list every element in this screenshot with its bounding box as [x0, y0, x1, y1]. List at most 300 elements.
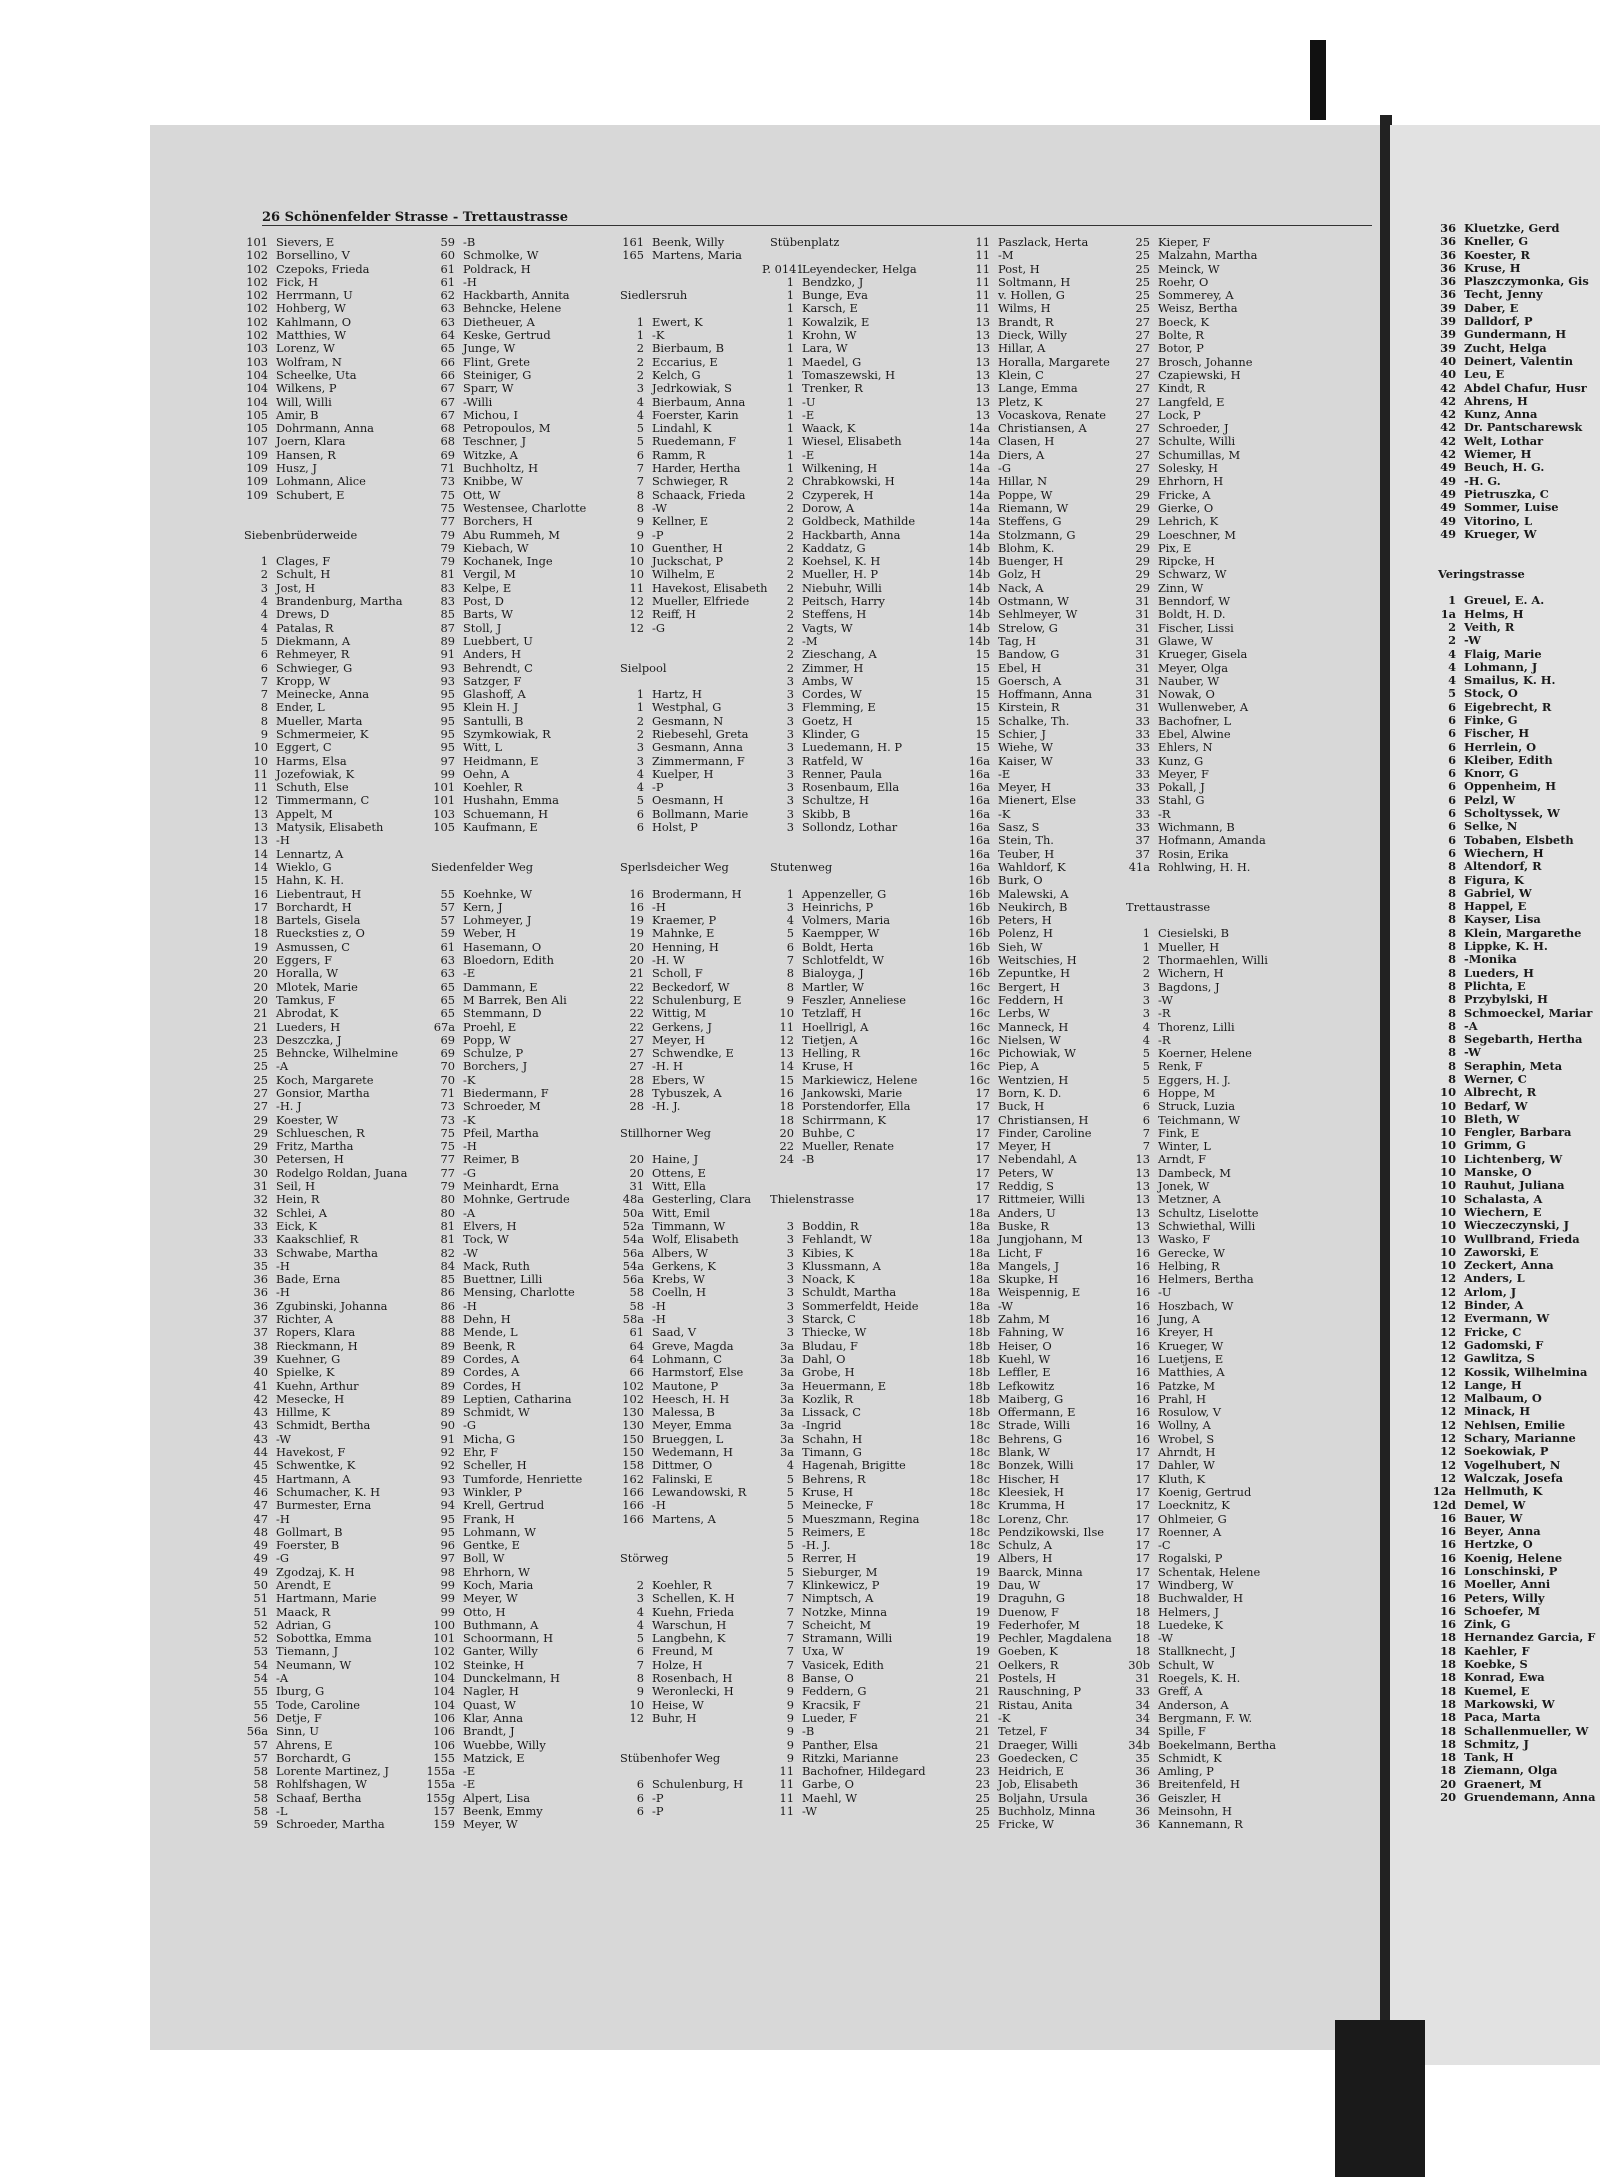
resident-name: Cordes, W	[802, 687, 862, 702]
house-number: 29	[1135, 514, 1150, 529]
resident-name: Ruedemann, F	[652, 434, 737, 449]
house-number: 13	[975, 354, 990, 369]
house-number: 101	[246, 235, 268, 249]
directory-entry	[958, 568, 1112, 581]
directory-entry	[1430, 1379, 1595, 1392]
resident-name: -G	[998, 461, 1011, 476]
resident-name: Lefkowitz	[998, 1378, 1055, 1393]
resident-name: Heidrich, E	[998, 1764, 1064, 1779]
directory-entry	[1118, 1114, 1276, 1127]
directory-entry	[1118, 834, 1276, 847]
directory-entry	[958, 1406, 1112, 1419]
directory-entry	[612, 515, 768, 528]
resident-name: Pelzl, W	[1464, 792, 1516, 807]
house-number: 16c	[969, 992, 990, 1007]
directory-entry	[612, 1459, 768, 1472]
resident-name: Christiansen, H	[998, 1112, 1089, 1127]
directory-entry	[762, 1606, 926, 1619]
directory-entry	[762, 276, 926, 289]
house-number: 3a	[779, 1351, 794, 1366]
resident-name: Welt, Lothar	[1464, 433, 1544, 448]
house-number: 16a	[968, 753, 990, 768]
house-number: 3	[786, 793, 794, 808]
house-number: 34	[1135, 1697, 1150, 1712]
directory-entry	[423, 1167, 586, 1180]
house-number: 1	[786, 301, 794, 316]
resident-name: Lock, P	[1158, 407, 1201, 422]
directory-entry	[423, 967, 586, 980]
resident-name: Czyperek, H	[802, 487, 874, 502]
house-number: 13	[1135, 1232, 1150, 1247]
house-number: 75	[440, 500, 455, 515]
resident-name: Wentzien, H	[998, 1072, 1069, 1087]
directory-entry	[612, 489, 768, 502]
directory-entry	[1430, 1618, 1595, 1631]
directory-entry	[1430, 927, 1595, 940]
house-number: 24	[779, 1152, 794, 1167]
resident-name: Junge, W	[463, 341, 516, 356]
resident-name: Pichowiak, W	[998, 1046, 1076, 1061]
resident-name: Tietjen, A	[802, 1032, 858, 1047]
resident-name: -M	[998, 248, 1014, 263]
house-number: 88	[440, 1325, 455, 1340]
house-number: 25	[1135, 288, 1150, 303]
directory-entry	[612, 1645, 768, 1658]
directory-entry	[958, 1286, 1112, 1299]
directory-entry	[762, 967, 926, 980]
house-number: 85	[440, 607, 455, 622]
directory-entry	[423, 648, 586, 661]
house-number: 27	[253, 1099, 268, 1114]
spacer	[612, 874, 768, 887]
resident-name: Tobaben, Elsbeth	[1464, 832, 1574, 847]
house-number: 49	[1440, 460, 1456, 475]
directory-entry	[1430, 421, 1595, 434]
resident-name: Hackbarth, Annita	[463, 288, 570, 303]
house-number: 21	[975, 1684, 990, 1699]
house-number: 17	[975, 1152, 990, 1167]
resident-name: Schwieger, R	[652, 474, 728, 489]
resident-name: Peitsch, Harry	[802, 594, 885, 609]
directory-entry	[762, 1153, 926, 1166]
resident-name: Westphal, G	[652, 700, 722, 715]
house-number: 18	[1440, 1750, 1456, 1765]
directory-entry	[236, 1792, 407, 1805]
house-number: 9	[636, 527, 644, 542]
resident-name: Kleesiek, H	[998, 1484, 1064, 1499]
directory-entry	[1430, 342, 1595, 355]
resident-name: Detje, F	[276, 1710, 322, 1725]
house-number: 9	[786, 992, 794, 1007]
house-number: 31	[1135, 633, 1150, 648]
resident-name: Kieper, F	[1158, 235, 1211, 249]
resident-name: Krueger, W	[1158, 1338, 1224, 1353]
directory-entry	[423, 1233, 586, 1246]
directory-entry	[762, 582, 926, 595]
house-number: 12	[629, 620, 644, 635]
directory-entry	[958, 1632, 1112, 1645]
house-number: 11	[975, 261, 990, 276]
directory-entry	[762, 701, 926, 714]
directory-entry	[1430, 1060, 1595, 1073]
house-number: 9	[786, 1750, 794, 1765]
directory-entry	[612, 1207, 768, 1220]
resident-name: Zepuntke, H	[998, 966, 1071, 981]
directory-entry	[423, 1486, 586, 1499]
directory-entry	[1118, 1047, 1276, 1060]
resident-name: Schwabe, Martha	[276, 1245, 378, 1260]
directory-entry	[236, 595, 407, 608]
house-number: 105	[433, 820, 455, 835]
house-number: 31	[253, 1179, 268, 1194]
resident-name: -E	[998, 766, 1011, 781]
resident-name: Demel, W	[1464, 1497, 1526, 1512]
resident-name: Lippke, K. H.	[1464, 939, 1548, 954]
resident-name: Buchholz, Minna	[998, 1804, 1096, 1819]
directory-entry	[762, 1685, 926, 1698]
directory-entry	[958, 914, 1112, 927]
house-number: 93	[440, 660, 455, 675]
directory-entry	[1118, 1286, 1276, 1299]
directory-entry	[423, 502, 586, 515]
directory-entry	[423, 289, 586, 302]
house-number: 36	[1440, 247, 1456, 262]
resident-name: Quast, W	[463, 1697, 516, 1712]
resident-name: Zahm, M	[998, 1312, 1050, 1327]
resident-name: Kaddatz, G	[802, 540, 866, 555]
house-number: 13	[975, 367, 990, 382]
directory-entry	[762, 1566, 926, 1579]
directory-entry	[1430, 315, 1595, 328]
resident-name: Garbe, O	[802, 1777, 854, 1792]
resident-name: Schalke, Th.	[998, 713, 1070, 728]
resident-name: Stein, Th.	[998, 833, 1054, 848]
resident-name: Abrodat, K	[276, 1006, 339, 1021]
resident-name: Lohmeyer, J	[463, 913, 532, 928]
directory-entry	[1430, 1525, 1595, 1538]
directory-entry	[762, 1792, 926, 1805]
directory-entry	[612, 914, 768, 927]
resident-name: Meinecke, F	[802, 1498, 874, 1513]
house-number: 7	[786, 1617, 794, 1632]
resident-name: Lara, W	[802, 341, 848, 356]
directory-entry	[762, 1021, 926, 1034]
directory-entry	[423, 1273, 586, 1286]
house-number: 102	[246, 301, 268, 316]
resident-name: Maiberg, G	[998, 1391, 1064, 1406]
resident-name: Maedel, G	[802, 354, 862, 369]
house-number: 57	[253, 1750, 268, 1765]
house-number: 102	[433, 1657, 455, 1672]
house-number: 4	[1142, 1019, 1150, 1034]
directory-entry	[236, 1739, 407, 1752]
house-number: 14	[779, 1059, 794, 1074]
directory-entry	[1118, 1127, 1276, 1140]
spacer	[612, 1725, 768, 1738]
house-number: 13	[1135, 1192, 1150, 1207]
resident-name: Lorenz, Chr.	[998, 1511, 1070, 1526]
spacer	[612, 1140, 768, 1153]
house-number: 5	[786, 1538, 794, 1553]
house-number: 2	[1448, 619, 1456, 634]
directory-entry	[1430, 501, 1595, 514]
directory-entry	[612, 1380, 768, 1393]
spacer	[762, 249, 926, 262]
resident-name: Stallknecht, J	[1158, 1644, 1236, 1659]
resident-name: Riemann, W	[998, 500, 1069, 515]
house-number: 54	[253, 1657, 268, 1672]
house-number: 25	[253, 1046, 268, 1061]
house-number: 109	[246, 447, 268, 462]
directory-entry	[1430, 1126, 1595, 1139]
house-number: 1	[786, 421, 794, 436]
house-number: 7	[786, 1644, 794, 1659]
house-number: 6	[636, 806, 644, 821]
resident-name: Szymkowiak, R	[463, 726, 551, 741]
spacer	[1118, 874, 1276, 887]
directory-entry	[958, 715, 1112, 728]
resident-name: Horalla, W	[276, 966, 339, 981]
house-number: 25	[1135, 261, 1150, 276]
house-number: 49	[1440, 500, 1456, 515]
directory-entry	[236, 741, 407, 754]
directory-entry	[1118, 249, 1276, 262]
house-number: 8	[1448, 1005, 1456, 1020]
house-number: 31	[1135, 647, 1150, 662]
house-number: 5	[260, 633, 268, 648]
house-number: 5	[786, 1524, 794, 1539]
resident-name: Soekowiak, P	[1464, 1444, 1549, 1459]
house-number: 65	[440, 341, 455, 356]
resident-name: Gesmann, Anna	[652, 740, 743, 755]
resident-name: Schwieger, G	[276, 660, 353, 675]
house-number: 11	[629, 580, 644, 595]
resident-name: Krueger, Gisela	[1158, 647, 1248, 662]
house-number: 8	[1448, 1058, 1456, 1073]
house-number: 27	[1135, 434, 1150, 449]
house-number: 79	[440, 554, 455, 569]
directory-entry	[1118, 1566, 1276, 1579]
resident-name: Sparr, W	[463, 381, 514, 396]
house-number: 64	[629, 1351, 644, 1366]
resident-name: Goldbeck, Mathilde	[802, 514, 916, 529]
directory-entry	[1118, 1167, 1276, 1180]
resident-name: Eggers, H. J.	[1158, 1072, 1231, 1087]
directory-entry	[762, 622, 926, 635]
house-number: 10	[1440, 1111, 1456, 1126]
house-number: 49	[1440, 486, 1456, 501]
resident-name: Haine, J	[652, 1152, 699, 1167]
resident-name: Schult, W	[1158, 1657, 1215, 1672]
resident-name: Scholtyssek, W	[1464, 806, 1560, 821]
resident-name: Fengler, Barbara	[1464, 1125, 1572, 1140]
house-number: 83	[440, 580, 455, 595]
resident-name: Stemmann, D	[463, 1006, 542, 1021]
resident-name: Veith, R	[1464, 619, 1515, 634]
directory-entry	[1430, 1007, 1595, 1020]
directory-entry	[1118, 515, 1276, 528]
resident-name: Kuehner, G	[276, 1351, 341, 1366]
spacer	[612, 848, 768, 861]
resident-name: Federhofer, M	[998, 1617, 1080, 1632]
house-number: 33	[253, 1218, 268, 1233]
resident-name: Sobottka, Emma	[276, 1631, 372, 1646]
resident-name: Behncke, Helene	[463, 301, 562, 316]
directory-entry	[612, 1193, 768, 1206]
resident-name: Rieckmann, H	[276, 1338, 358, 1353]
house-number: 25	[1135, 235, 1150, 249]
house-number: 36	[1440, 234, 1456, 249]
house-number: 79	[440, 527, 455, 542]
directory-entry	[612, 1260, 768, 1273]
directory-entry	[1118, 1406, 1276, 1419]
house-number: 10	[1440, 1258, 1456, 1273]
resident-name: Maack, R	[276, 1604, 331, 1619]
directory-entry	[1430, 634, 1595, 647]
house-number: 34	[1135, 1710, 1150, 1725]
house-number: 18	[1440, 1683, 1456, 1698]
resident-name: Krueger, W	[1464, 526, 1537, 541]
house-number: 39	[1440, 300, 1456, 315]
directory-entry	[762, 1353, 926, 1366]
resident-name: -P	[652, 1790, 664, 1805]
directory-entry	[423, 1818, 586, 1831]
directory-entry	[762, 648, 926, 661]
directory-entry	[1430, 834, 1595, 847]
directory-entry	[958, 289, 1112, 302]
house-number: 8	[786, 979, 794, 994]
resident-name: Coelln, H	[652, 1285, 707, 1300]
directory-entry	[762, 1273, 926, 1286]
directory-entry	[958, 1792, 1112, 1805]
house-number: 15	[975, 647, 990, 662]
house-number: 73	[440, 1112, 455, 1127]
house-number: 29	[1135, 580, 1150, 595]
house-number: 20	[253, 953, 268, 968]
resident-name: Wichern, H	[1158, 966, 1224, 981]
resident-name: Wilkening, H	[802, 461, 878, 476]
directory-entry	[612, 768, 768, 781]
directory-entry	[1118, 1659, 1276, 1672]
resident-name: Witzke, A	[463, 447, 518, 462]
house-number: 3	[1142, 1006, 1150, 1021]
house-number: 16b	[968, 899, 990, 914]
directory-entry	[236, 1127, 407, 1140]
resident-name: Schaack, Frieda	[652, 487, 746, 502]
directory-entry	[1118, 1034, 1276, 1047]
spacer	[612, 675, 768, 688]
house-number: 45	[253, 1471, 268, 1486]
resident-name: Wittig, M	[652, 1006, 707, 1021]
resident-name: Gabriel, W	[1464, 885, 1532, 900]
house-number: 19	[253, 939, 268, 954]
resident-name: Riebesehl, Greta	[652, 726, 749, 741]
house-number: 11	[779, 1019, 794, 1034]
directory-entry	[1118, 808, 1276, 821]
house-number: 89	[440, 1391, 455, 1406]
directory-entry	[958, 622, 1112, 635]
directory-entry	[423, 994, 586, 1007]
house-number: 6	[1448, 712, 1456, 727]
directory-entry	[612, 1805, 768, 1818]
resident-name: Wieklo, G	[276, 859, 332, 874]
house-number: 25	[1135, 301, 1150, 316]
resident-name: Brueggen, L	[652, 1431, 724, 1446]
house-number: 9	[786, 1737, 794, 1752]
resident-name: Meyer, Emma	[652, 1418, 732, 1433]
directory-entry	[423, 1606, 586, 1619]
resident-name: Pokall, J	[1158, 780, 1205, 795]
resident-name: Nielsen, W	[998, 1032, 1061, 1047]
house-number: 18	[1135, 1631, 1150, 1646]
directory-entry	[1118, 1313, 1276, 1326]
house-number: 3	[260, 580, 268, 595]
house-number: 8	[1448, 1072, 1456, 1086]
directory-entry	[958, 236, 1112, 249]
directory-entry	[958, 1273, 1112, 1286]
house-number: 16c	[969, 1059, 990, 1074]
house-number: 42	[1440, 407, 1456, 422]
resident-name: Hartmann, A	[276, 1471, 351, 1486]
house-number: 33	[1135, 780, 1150, 795]
directory-entry	[423, 1100, 586, 1113]
resident-name: Lorenz, W	[276, 341, 335, 356]
directory-entry	[423, 236, 586, 249]
house-number: 2	[636, 354, 644, 369]
directory-entry	[1430, 993, 1595, 1006]
directory-entry	[423, 449, 586, 462]
house-number: 17	[975, 1179, 990, 1194]
resident-name: Gentke, E	[463, 1538, 520, 1553]
house-number: 4	[636, 1617, 644, 1632]
resident-name: Harms, Elsa	[276, 753, 347, 768]
house-number: 3a	[779, 1378, 794, 1393]
resident-name: -W	[998, 1298, 1013, 1313]
house-number: 17	[975, 1165, 990, 1180]
house-number: 17	[1135, 1445, 1150, 1460]
directory-entry	[1118, 1207, 1276, 1220]
resident-name: Diers, A	[998, 447, 1045, 462]
house-number: 103	[246, 354, 268, 369]
directory-entry	[762, 675, 926, 688]
resident-name: Eick, K	[276, 1218, 317, 1233]
directory-entry	[423, 1712, 586, 1725]
directory-entry	[762, 741, 926, 754]
directory-entry	[762, 555, 926, 568]
resident-name: Neumann, W	[276, 1657, 352, 1672]
resident-name: Kannemann, R	[1158, 1817, 1243, 1832]
house-number: 17	[1135, 1484, 1150, 1499]
directory-entry	[1430, 1326, 1595, 1339]
resident-name: Spielke, K	[276, 1365, 335, 1380]
house-number: 6	[1448, 766, 1456, 781]
directory-entry	[236, 475, 407, 488]
resident-name: Dahl, O	[802, 1351, 846, 1366]
house-number: 5	[636, 421, 644, 436]
resident-name: Harmstorf, Else	[652, 1365, 744, 1380]
house-number: 20	[1440, 1790, 1456, 1805]
resident-name: Kelch, G	[652, 367, 701, 382]
directory-entry	[958, 1247, 1112, 1260]
house-number: 99	[440, 1577, 455, 1592]
directory-entry	[236, 1060, 407, 1073]
house-number: 18a	[968, 1285, 990, 1300]
directory-entry	[1430, 780, 1595, 793]
directory-entry	[958, 369, 1112, 382]
directory-entry	[236, 236, 407, 249]
house-number: 67	[440, 407, 455, 422]
resident-name: Kracsik, F	[802, 1697, 861, 1712]
